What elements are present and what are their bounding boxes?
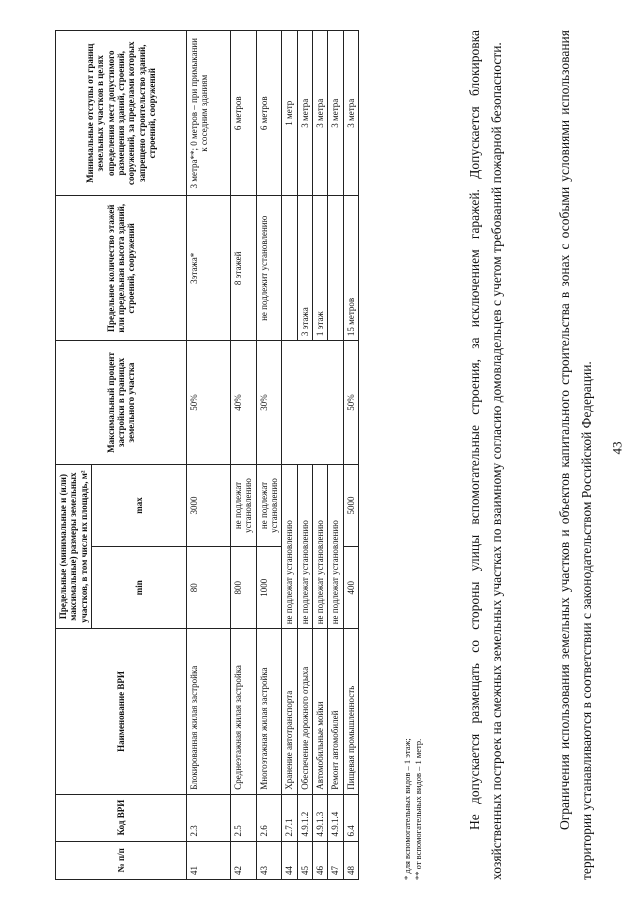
row-floors bbox=[328, 196, 343, 341]
footnote: * для вспомогательных видов – 1 этаж; bbox=[402, 738, 412, 880]
row-name: Обеспечение дорожного отдыха bbox=[297, 629, 312, 794]
row-percent: 30% bbox=[256, 341, 282, 465]
row-min: 80 bbox=[187, 547, 231, 629]
row-floors: 1 этаж bbox=[313, 196, 328, 341]
row-max: не подлежат установлению bbox=[256, 464, 282, 546]
row-percent: 50% bbox=[343, 341, 358, 465]
row-num: 43 bbox=[256, 841, 282, 879]
table-row bbox=[187, 31, 231, 880]
table-row bbox=[343, 31, 358, 880]
row-max: не подлежат установлению bbox=[231, 464, 257, 546]
row-min: 400 bbox=[343, 547, 358, 629]
row-floors: 15 метров bbox=[343, 196, 358, 341]
row-name: Среднеэтажная жилая застройка bbox=[231, 629, 257, 794]
footnotes bbox=[402, 738, 423, 880]
row-sizes-span: не подлежат установлению bbox=[297, 464, 312, 628]
row-setbacks: 3 метра bbox=[297, 31, 312, 196]
row-code: 2.7.1 bbox=[282, 794, 297, 841]
row-percent: 50% bbox=[187, 341, 231, 465]
rotated-page-content bbox=[55, 30, 615, 880]
row-sizes-span: не подлежат установлению bbox=[282, 464, 297, 628]
row-code: 2.6 bbox=[256, 794, 282, 841]
row-sizes-span: не подлежат установлению bbox=[328, 464, 343, 628]
row-setbacks: 1 метр bbox=[282, 31, 297, 196]
header-floors: Предельное количество этажей или предельная высота зданий, строений, сооружений bbox=[56, 196, 187, 341]
row-num: 45 bbox=[297, 841, 312, 879]
row-num: 48 bbox=[343, 841, 358, 879]
table-row bbox=[282, 31, 297, 880]
row-num: 41 bbox=[187, 841, 231, 879]
row-name: Автомобильные мойки bbox=[313, 629, 328, 794]
row-setbacks: 3 метра bbox=[328, 31, 343, 196]
row-floors: 3 этажа bbox=[297, 196, 312, 341]
row-code: 2.3 bbox=[187, 794, 231, 841]
row-num: 47 bbox=[328, 841, 343, 879]
row-min: 800 bbox=[231, 547, 257, 629]
row-num: 46 bbox=[313, 841, 328, 879]
header-min: min bbox=[92, 547, 187, 629]
row-code: 4.9.1.4 bbox=[328, 794, 343, 841]
row-percent bbox=[282, 341, 343, 465]
header-max: max bbox=[92, 464, 187, 546]
row-num: 42 bbox=[231, 841, 257, 879]
row-name: Ремонт автомобилей bbox=[328, 629, 343, 794]
row-name: Хранение автотранспорта bbox=[282, 629, 297, 794]
row-max: 3000 bbox=[187, 464, 231, 546]
row-floors: 3этажа* bbox=[187, 196, 231, 341]
row-percent: 40% bbox=[231, 341, 257, 465]
header-name: Наименование ВРИ bbox=[56, 629, 187, 794]
row-code: 2.5 bbox=[231, 794, 257, 841]
row-setbacks: 6 метров bbox=[256, 31, 282, 196]
header-code: Код ВРИ bbox=[56, 794, 187, 841]
row-num: 44 bbox=[282, 841, 297, 879]
row-floors: 8 этажей bbox=[231, 196, 257, 341]
rvi-table bbox=[55, 30, 359, 880]
row-setbacks: 6 метров bbox=[231, 31, 257, 196]
table-row bbox=[231, 31, 257, 880]
row-code: 4.9.1.2 bbox=[297, 794, 312, 841]
paragraph: Не допускается размещать со стороны улицы вспомогательные строения, за исключением гаражей. Допускается блокировка хозяйственных построек на смежных земельных участках по взаимному согласию домовладельцев с учетом требований пожарной безопасности. bbox=[466, 30, 504, 880]
row-min: 1000 bbox=[256, 547, 282, 629]
table-row bbox=[256, 31, 282, 880]
row-setbacks: 3 метра**; 0 метров – при примыкании к соседним зданиям bbox=[187, 31, 231, 196]
row-floors bbox=[282, 196, 297, 341]
row-floors: не подлежит установлению bbox=[256, 196, 282, 341]
row-name: Блокированная жилая застройка bbox=[187, 629, 231, 794]
header-setbacks: Минимальные отступы от границ земельных участков в целях определения мест допустимого размещения зданий, строений, сооружений, за пределами которых запрещено строительство зданий, строений, сооружений bbox=[56, 31, 187, 196]
row-name: Пищевая промышленность bbox=[343, 629, 358, 794]
row-sizes-span: не подлежат установлению bbox=[313, 464, 328, 628]
row-code: 6.4 bbox=[343, 794, 358, 841]
row-max: 5000 bbox=[343, 464, 358, 546]
paragraph: Ограничения использования земельных участков и объектов капитального строительства в зонах с особыми условиями использования территории устанавливаются в соответствии с законодательством Российской Федерации. bbox=[556, 30, 594, 880]
row-setbacks: 3 метра bbox=[343, 31, 358, 196]
page-number: 43 bbox=[609, 441, 625, 455]
row-name: Многоэтажная жилая застройка bbox=[256, 629, 282, 794]
header-percent: Максимальный процент застройки в границах земельного участка bbox=[56, 341, 187, 465]
row-setbacks: 3 метра bbox=[313, 31, 328, 196]
footnote: ** от вспомогательных видов – 1 метр. bbox=[412, 738, 423, 880]
row-code: 4.9.1.3 bbox=[313, 794, 328, 841]
header-sizes: Предельные (минимальные и (или) максимальные) размеры земельных участков, в том числе их площадь, м² bbox=[56, 464, 92, 628]
header-num: № п/п bbox=[56, 841, 187, 879]
